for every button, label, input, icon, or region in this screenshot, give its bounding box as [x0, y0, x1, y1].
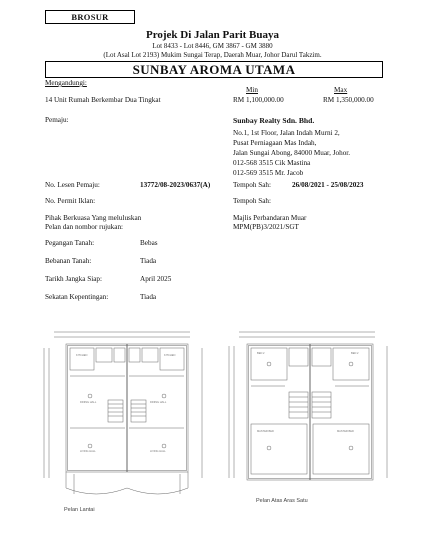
- svg-text:DINING HALL: DINING HALL: [150, 401, 167, 404]
- upper-floor-plan: [225, 328, 395, 498]
- max-price-header: Max: [334, 86, 348, 94]
- tenure-label: Pegangan Tanah:: [45, 239, 95, 247]
- lot-numbers: Lot 8433 - Lot 8446, GM 3867 - GM 3880: [152, 42, 273, 50]
- restriction-label: Sekatan Kepentingan:: [45, 293, 109, 301]
- project-title: Projek Di Jalan Parit Buaya: [145, 29, 279, 41]
- min-price-header: Min: [246, 86, 258, 94]
- svg-text:MASTER BED: MASTER BED: [337, 430, 354, 433]
- unit-description: 14 Unit Rumah Berkembar Dua Tingkat: [45, 96, 161, 104]
- license-validity-label: Tempoh Sah:: [233, 181, 272, 189]
- developer-name: Sunbay Realty Sdn. Bhd.: [233, 116, 315, 125]
- developer-phone-1: 012-568 3515 Cik Mastina: [233, 159, 311, 167]
- svg-text:KITCHEN: KITCHEN: [76, 354, 88, 357]
- developer-address-1: No.1, 1st Floor, Jalan Indah Murni 2,: [233, 129, 340, 137]
- approval-label-1: Pihak Berkuasa Yang meluluskan: [45, 214, 142, 222]
- ground-floor-plan-label: Pelan Lantai: [64, 507, 95, 513]
- svg-text:KITCHEN: KITCHEN: [164, 354, 176, 357]
- project-location: (Lot Asal Lot 2193) Mukim Sungai Terap, Daerah Muar, Johor Darul Takzim.: [103, 51, 322, 59]
- svg-text:LIVING HALL: LIVING HALL: [150, 450, 166, 453]
- brochure-tag: BROSUR: [45, 10, 135, 24]
- contents-label: Mengandungi:: [45, 79, 87, 87]
- license-validity: 26/08/2021 - 25/08/2023: [292, 181, 364, 189]
- approval-label-2: Pelan dan nombor rujukan:: [45, 223, 124, 231]
- license-number: 13772/08-2023/0637(A): [140, 181, 211, 189]
- ad-permit-label: No. Permit Iklan:: [45, 197, 96, 205]
- max-price: RM 1,350,000.00: [323, 96, 374, 104]
- developer-phone-2: 012-569 3515 Mr. Jacob: [233, 169, 304, 177]
- approval-authority: Majlis Perbandaran Muar: [233, 214, 307, 222]
- svg-text:MASTER BED: MASTER BED: [257, 430, 274, 433]
- developer-address-2: Pusat Perniagaan Mas Indah,: [233, 139, 317, 147]
- restriction-value: Tiada: [140, 293, 157, 301]
- license-label: No. Lesen Pemaju:: [45, 181, 100, 189]
- svg-text:DINING HALL: DINING HALL: [80, 401, 97, 404]
- ad-permit-validity-label: Tempoh Sah:: [233, 197, 272, 205]
- upper-floor-plan-label: Pelan Atas Aras Satu: [256, 498, 308, 504]
- completion-label: Tarikh Jangka Siap:: [45, 275, 102, 283]
- svg-text:BED 2: BED 2: [351, 352, 359, 355]
- completion-value: April 2025: [140, 275, 172, 283]
- developer-label: Pemaju:: [45, 116, 69, 124]
- encumbrance-label: Bebanan Tanah:: [45, 257, 92, 265]
- ground-floor-plan: [40, 328, 210, 508]
- min-price: RM 1,100,000.00: [233, 96, 284, 104]
- svg-text:BED 2: BED 2: [257, 352, 265, 355]
- approval-reference: MPM(PB)3/2021/SGT: [233, 223, 299, 231]
- project-name-banner: SUNBAY AROMA UTAMA: [45, 61, 383, 78]
- encumbrance-value: Tiada: [140, 257, 157, 265]
- tenure-value: Bebas: [140, 239, 158, 247]
- developer-address-3: Jalan Sungai Abong, 84000 Muar, Johor.: [233, 149, 351, 157]
- svg-text:LIVING HALL: LIVING HALL: [80, 450, 96, 453]
